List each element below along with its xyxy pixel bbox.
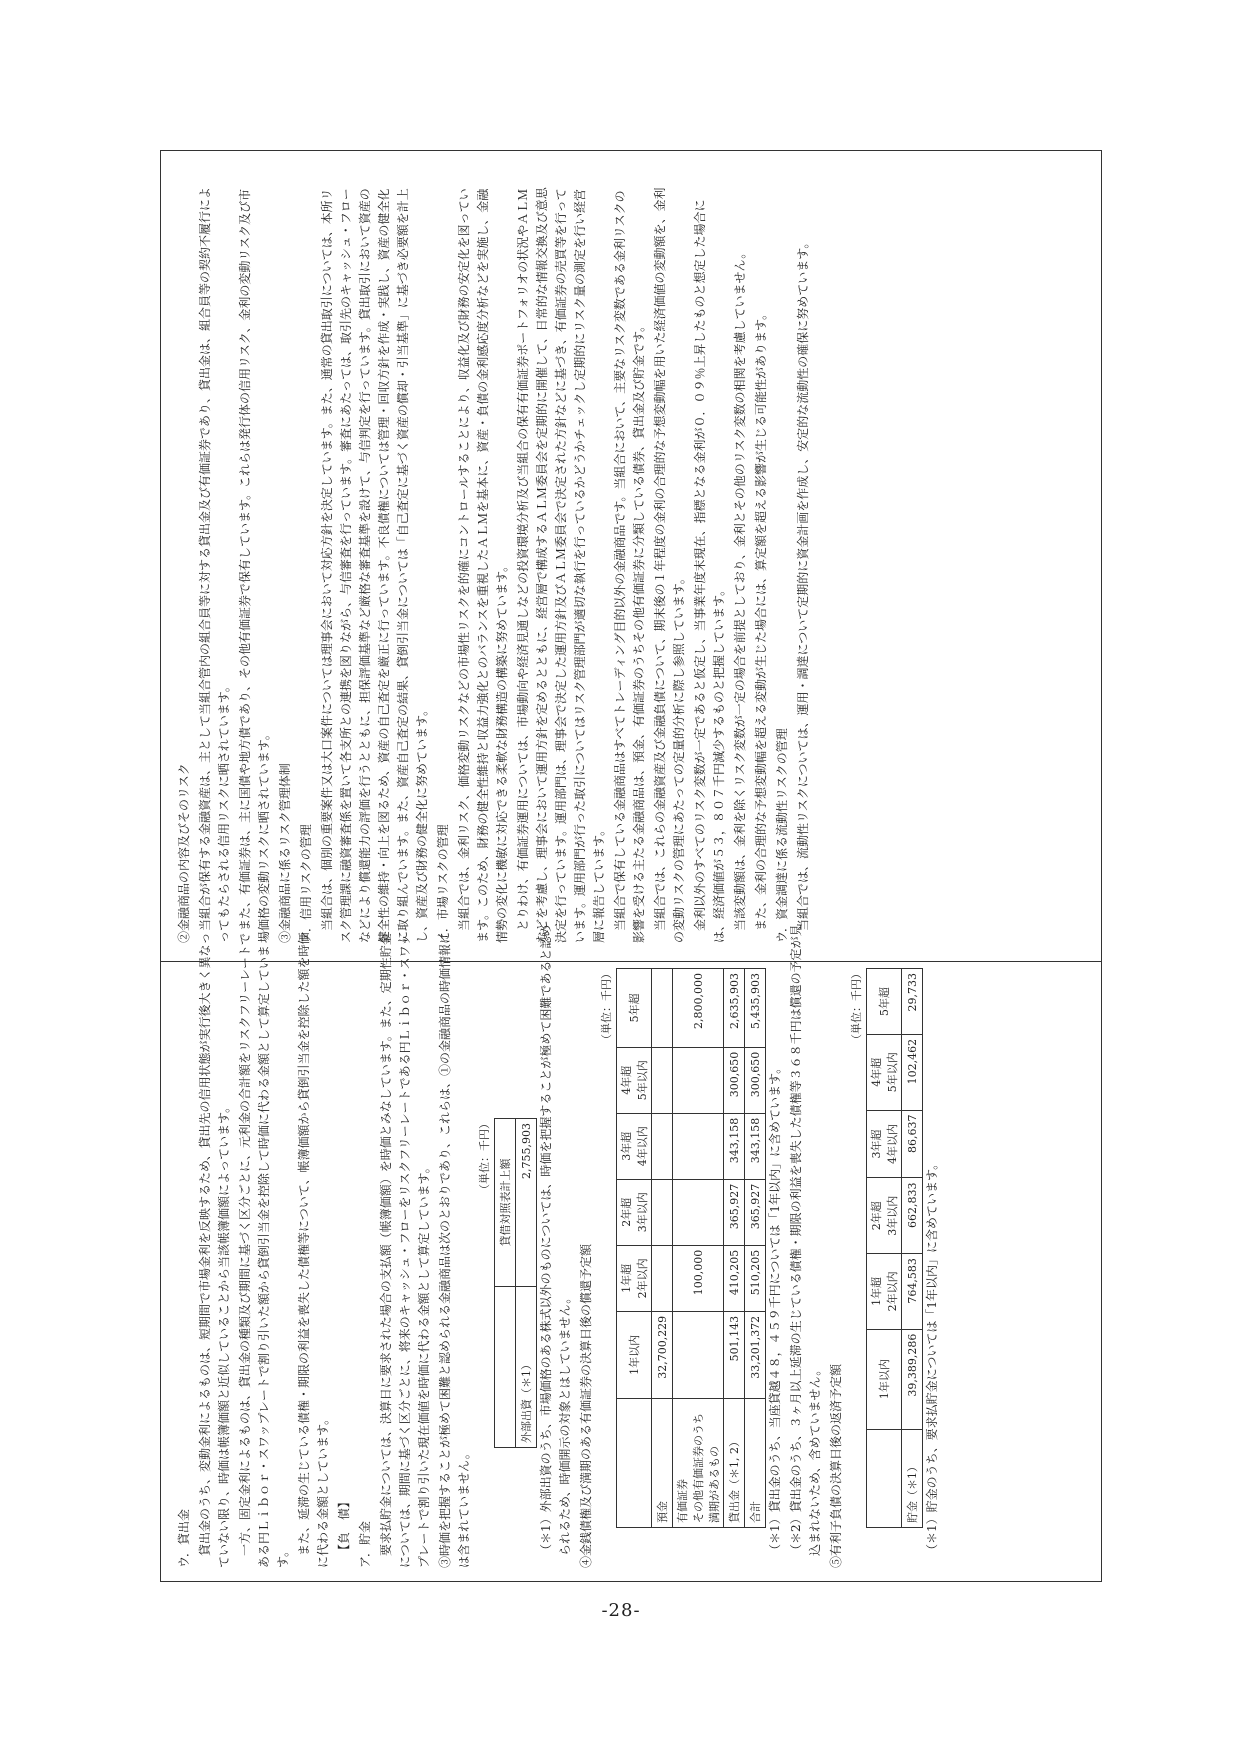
page-number: -28-	[601, 1600, 641, 1621]
loans-title: ウ．貸出金	[177, 1508, 191, 1568]
table-cell: 合計	[745, 1399, 766, 1528]
table-row	[652, 969, 673, 1528]
risk-mgmt-heading: ③金融商品に係るリスク管理体制	[278, 763, 292, 943]
table-header-cell: 4年超 5年以内	[617, 1047, 652, 1113]
investment-note: （＊1）外部出資のうち、市場価格のある株式以外のものについては、時価を把握することが極めて困難であると認められるため、時価開示の対象とはしていません。	[539, 924, 572, 1556]
table-header-cell: 2年超 3年以内	[617, 1179, 652, 1245]
table-cell: 33,201,372	[745, 1311, 766, 1398]
table-cell: 300,650	[724, 1047, 745, 1113]
market-risk-para-2: とりわけ、有価証券運用については、市場動向や経済見通しなどの投資環境分析及び当組合の保有有価証券ポートフォリオの状況やＡＬＭなどを考慮し、理事会において運用方針を定めるとともに、経営層で構成するＡＬＭ委員会を定期的に開催して、日常的な情報交換及び意思決定を行っています。運用部門は、理事会で決定した運用方針及びＡＬＭ委員会で決定された方針などに基づき、有価証券の売買等を行っています。運用部門が行った取引についてはリスク管理部門が適切な執行を行っているかどうかチェックし定期的にリスク量の測定を行い経営層に報告しています。	[516, 187, 606, 943]
table-cell: 貯金（＊1）	[902, 1429, 923, 1527]
fair-value-section	[171, 916, 1071, 1576]
table-header-cell	[495, 1286, 516, 1447]
table-cell	[673, 1179, 724, 1245]
table-cell: 300,650	[745, 1047, 766, 1113]
table-header-cell: 2年超 3年以内	[867, 1178, 902, 1254]
redemption-note-2: （＊2）貸出金のうち、３ヶ月以上延滞の生じている債権・期限の利益を喪失した債権等３６８千円は償還の予定が見込まれないため、含めていません。	[789, 924, 822, 1556]
table-cell: 2,755,903	[516, 1119, 537, 1287]
table-cell: 343,158	[745, 1113, 766, 1179]
risk-heading: ②金融商品の内容及びそのリスク	[177, 763, 191, 943]
table-header-cell: 3年超 4年以内	[617, 1113, 652, 1179]
table-row	[745, 969, 766, 1528]
liquidity-risk-para: 当組合では、流動性リスクについては、運用・調達について定期的に資金計画を作成し、安定的な流動性の確保に努めています。	[796, 236, 810, 931]
risk-section	[171, 171, 1071, 951]
table-cell	[652, 1047, 673, 1113]
table-cell: 86,637	[902, 1110, 923, 1178]
table-cell	[673, 1311, 724, 1398]
table-cell	[673, 1047, 724, 1113]
table-cell: 410,205	[724, 1245, 745, 1311]
investment-table	[494, 1118, 537, 1448]
loans-para-3: また、延滞の生じている債権・期限の利益を喪失した債権等について、帳簿価額から貸倒引当金を控除した額を時価に代わる金額としています。	[297, 932, 330, 1568]
repayment-heading: ⑤有利子負債の決算日後の返済予定額	[829, 1363, 843, 1568]
redemption-note-1: （＊1）貸出金のうち、当座貸越４８，４５９千円については「1年以内」に含めています。	[768, 1061, 782, 1556]
savings-title: ア．貯金	[358, 1520, 372, 1568]
table-cell: 510,205	[745, 1245, 766, 1311]
table-row	[902, 969, 923, 1528]
table-header-cell: 1年超 2年以内	[867, 1254, 902, 1330]
table-header-cell	[867, 1429, 902, 1527]
market-risk-para-3: 当組合で保有している金融商品はすべてトレーディング目的以外の金融商品です。当組合において、主要なリスク変数である金利リスクの影響を受ける主たる金融商品は、預金、有価証券のうちその他有価証券に分類している債券、貸出金及び貯金です。	[613, 190, 646, 943]
content-frame	[160, 150, 1102, 1582]
table-header-cell: 1年以内	[867, 1329, 902, 1429]
redemption-table-unit: （単位：千円）	[600, 968, 613, 1045]
hard-to-value-heading: ③時価を把握することが極めて困難と認められる金融商品は次のとおりであり、これらは、①の金融商品の時価情報には含まれていません。	[438, 931, 471, 1568]
repayment-table	[866, 968, 923, 1528]
redemption-table	[616, 968, 766, 1528]
table-cell: 365,927	[724, 1179, 745, 1245]
table-header-cell: 5年超	[867, 969, 902, 1035]
repayment-note: （＊1）貯金のうち、要求払貯金については「1年以内」に含めています。	[925, 1157, 939, 1556]
market-risk-para-1: 当組合では、金利リスク、価格変動リスクなどの市場性リスクを的確にコントロールすることにより、収益化及び財務の安定化を図っています。このため、財務の健全性維持と収益力強化とのバランスを重視したＡＬＭを基本に、資産・負債の金利感応度分析などを実施し、金融情勢の変化に機敏に対応できる柔軟な財務構造の構築に努めています。	[457, 188, 509, 943]
credit-risk-title: ア．信用リスクの管理	[299, 824, 313, 943]
redemption-table-wrap	[598, 968, 766, 1528]
table-cell: 39,389,286	[902, 1329, 923, 1429]
table-header-cell	[617, 1399, 652, 1528]
table-cell	[673, 1113, 724, 1179]
table-cell: 343,158	[724, 1113, 745, 1179]
table-cell: 預金	[652, 1399, 673, 1528]
table-cell	[652, 969, 673, 1048]
table-cell: 29,733	[902, 969, 923, 1035]
liquidity-risk-title: ウ．資金調達に係る流動性リスクの管理	[775, 728, 789, 943]
market-risk-para-5: 金利以外のすべてのリスク変数が一定であると仮定し、当事業年度末現在、指標となる金利が０．０９％上昇したものと想定した場合には、経済価値が５３，８０７千円減少するものと把握しています。	[693, 199, 726, 943]
liabilities-title: 【負 債】	[337, 1495, 351, 1556]
table-header-cell: 3年超 4年以内	[867, 1110, 902, 1178]
table-row	[724, 969, 745, 1528]
risk-para-1: 当組合が保有する金融資産は、主として当組合管内の組合員等に対する貸出金及び有価証券であり、貸出金は、組合員等の契約不履行によってもたらされる信用リスクに晒されています。	[198, 186, 231, 943]
risk-para-2: また、有価証券は、主に国債や地方債であり、その他有価証券で保有しています。これらは発行体の信用リスク、金利の変動リスク及び市場価格の変動リスクに晒されています。	[238, 188, 271, 943]
investment-table-unit: （単位：千円）	[478, 1118, 491, 1195]
table-cell: 501,143	[724, 1311, 745, 1398]
table-cell: 有価証券 その他有価証券のうち満期があるもの	[673, 1399, 724, 1528]
table-header-cell: 1年超 2年以内	[617, 1245, 652, 1311]
table-cell: 662,833	[902, 1178, 923, 1254]
table-cell: 764,583	[902, 1254, 923, 1330]
table-cell	[652, 1113, 673, 1179]
investment-table-wrap	[476, 1118, 537, 1448]
table-cell: 365,927	[745, 1179, 766, 1245]
loans-para-2: 一方、固定金利によるものは、貸出金の種類及び期間に基づく区分ごとに、元利金の合計額をリスクフリーレートである円Ｌｉｂｏｒ・スワップレートで割り引いた額から貸倒引当金を控除して時価に代わる金額として算定しています。	[238, 932, 290, 1568]
table-cell: 貸出金（＊1, 2）	[724, 1399, 745, 1528]
repayment-table-wrap	[848, 968, 923, 1528]
credit-risk-para: 当組合は、個別の重要案件又は大口案件については理事会において対応方針を決定しています。また、通常の貸出取引については、本所リスク管理課に融資審査係を置いて各支所との連携を図りながら、与信審査を行っています。審査にあたっては、取引先のキャッシュ・フローなどにより償還能力の評価を行うとともに、担保評価基準など厳格な審査基準を設けて、与信判定を行っています。貸出取引において資産の健全性の維持・向上を図るため、資産の自己査定を厳正に行っています。不良債権については管理・回収方針を作成・実践し、資産の健全化に取り組んでいます。また、資産自己査定の結果、貸倒引当金については「自己査定に基づく資産の償却・引当基準」に基づき必要額を計上し、資産及び財務の健全化に努めています。	[320, 188, 429, 943]
table-cell: 102,462	[902, 1034, 923, 1110]
table-header-cell: 4年超 5年以内	[867, 1034, 902, 1110]
market-risk-title: イ．市場リスクの管理	[436, 824, 450, 943]
table-header-cell: 貸借対照表計上額	[495, 1119, 516, 1287]
savings-para: 要求払貯金については、決算日に要求された場合の支払額（帳簿価額）を時価とみなしています。また、定期性貯金については、期間に基づく区分ごとに、将来のキャッシュ・フローをリスクフリーレートである円Ｌｉｂｏｒ・スワップレートで割り引いた現在価値を時価に代わる金額として算定しています。	[379, 933, 431, 1568]
table-cell	[652, 1179, 673, 1245]
table-header-cell: 5年超	[617, 969, 652, 1048]
repayment-table-unit: （単位：千円）	[850, 968, 863, 1045]
table-cell: 32,700,229	[652, 1311, 673, 1398]
table-cell: 5,435,903	[745, 969, 766, 1048]
market-risk-para-4: 当組合では、これらの金融資産及び金融負債について、期末後の１年程度の金利の合理的な予想変動幅を用いた経済価値の変動額を、金利の変動リスクの管理にあたっての定量的分析に際し参照しています。	[653, 187, 686, 943]
table-cell: 100,000	[673, 1245, 724, 1311]
redemption-heading: ④金銭債権及び満期のある有価証券の決算日後の償還予定額	[579, 1243, 593, 1568]
table-cell: 外部出資（＊1）	[516, 1286, 537, 1447]
table-cell: 2,635,903	[724, 969, 745, 1048]
market-risk-para-6: 当該変動額は、金利を除くリスク変数が一定の場合を前提としており、金利とその他のリスク変数の相関を考慮していません。	[733, 246, 747, 931]
loans-para-1: 貸出金のうち、変動金利によるものは、短期間で市場金利を反映するため、貸出先の信用状態が実行後大きく異なっていない限り、時価は帳簿価額と近似していることから当該帳簿価額によっています。	[198, 932, 231, 1568]
market-risk-para-7: また、金利の合理的な予想変動幅を超える変動が生じた場合には、算定額を超える影響が生じる可能性があります。	[754, 307, 768, 931]
table-cell	[652, 1245, 673, 1311]
table-row	[673, 969, 724, 1528]
table-cell: 2,800,000	[673, 969, 724, 1048]
table-header-cell: 1年以内	[617, 1311, 652, 1398]
